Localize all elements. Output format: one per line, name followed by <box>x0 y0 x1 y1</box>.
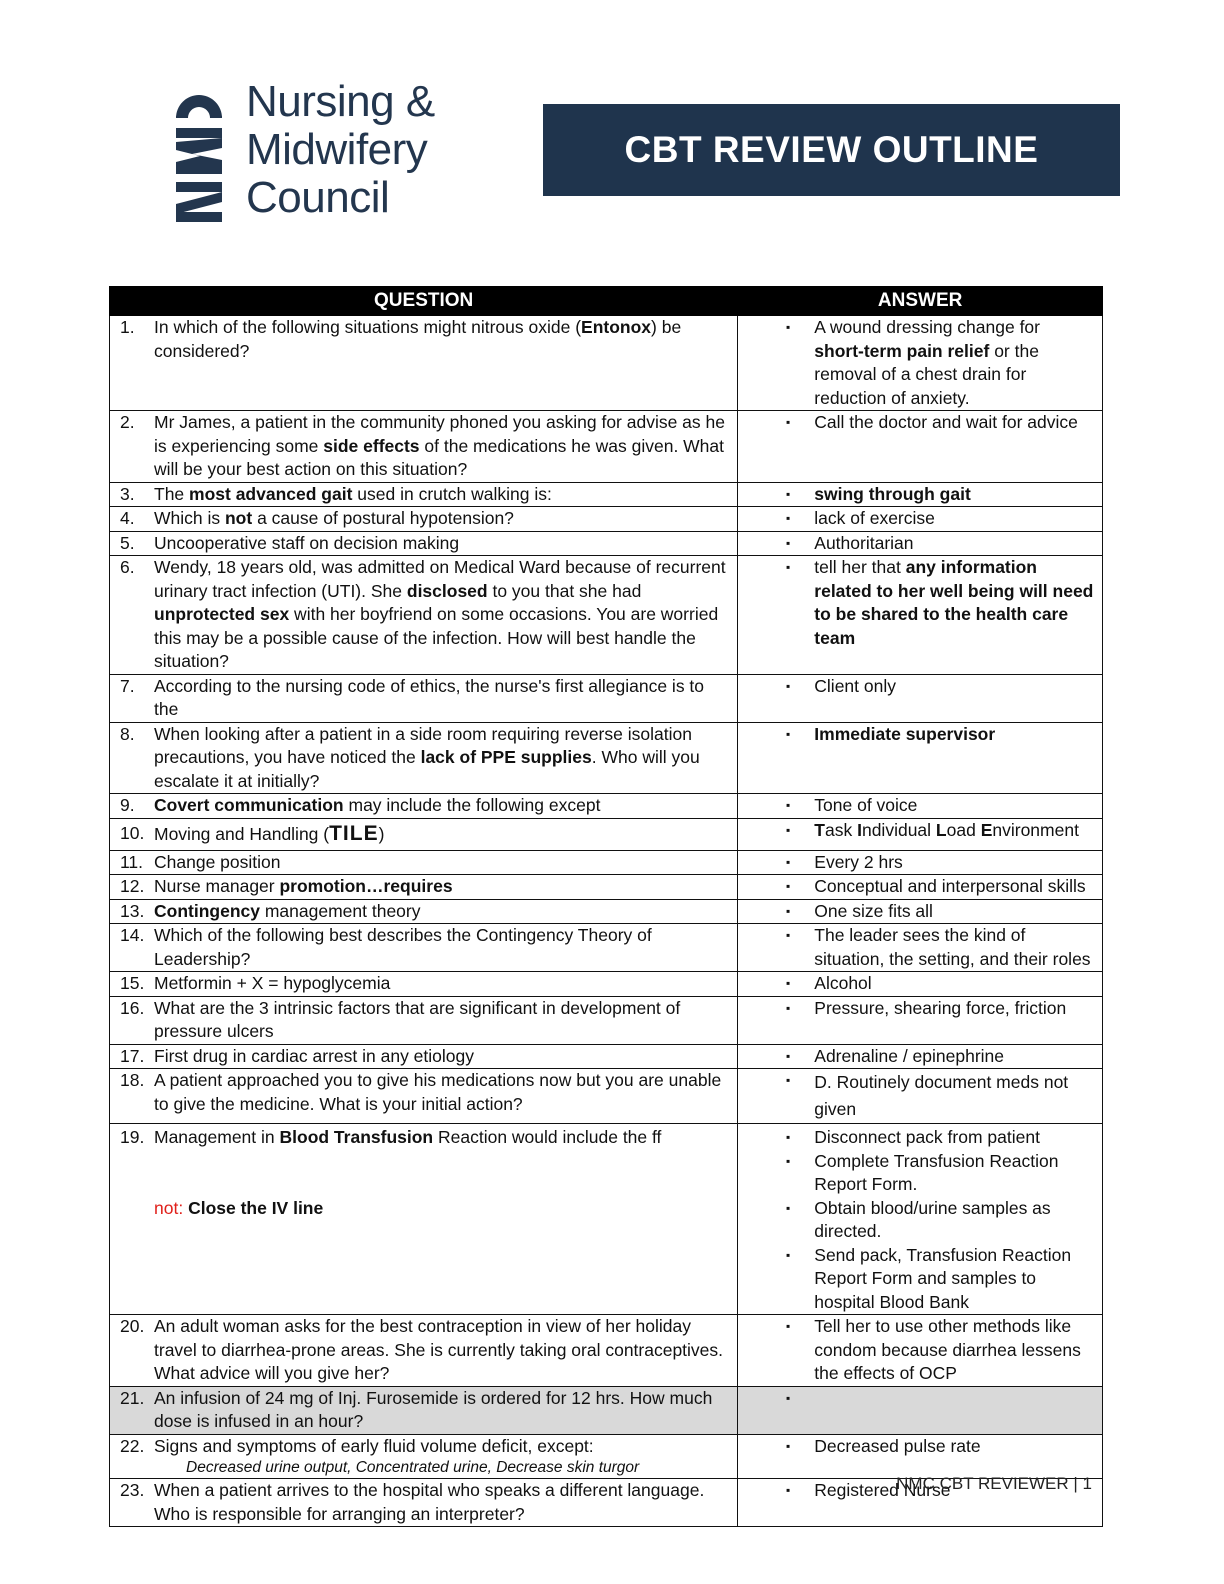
bullet-icon: ▪ <box>786 486 791 501</box>
answer-text: A wound dressing change for short-term pain relief or the removal of a chest drain for reduction of anxiety. <box>814 317 1040 408</box>
question-text: Management in Blood Transfusion Reaction would include the ff not: Close the IV line <box>154 1127 662 1218</box>
row-number: 12. <box>120 876 145 896</box>
not-label: not: <box>154 1197 189 1218</box>
question-text: Covert communication may include the following except <box>154 795 601 815</box>
bullet-icon: ▪ <box>786 320 791 334</box>
question-text: When a patient arrives to the hospital who speaks a different language. Who is responsible for arranging an interpreter? <box>154 1480 705 1524</box>
page-footer: NMC CBT REVIEWER | 1 <box>896 1474 1092 1493</box>
row-number: 4. <box>120 508 135 528</box>
row-number: 2. <box>120 412 135 432</box>
question-cell <box>110 1479 738 1527</box>
question-cell <box>110 482 738 507</box>
row-number: 3. <box>120 483 135 504</box>
question-subtext: Decreased urine output, Concentrated urine, Decrease skin turgor <box>186 1459 640 1476</box>
answer-cell <box>738 556 1103 675</box>
row-number: 1. <box>120 317 135 337</box>
row-number: 18. <box>120 1070 145 1090</box>
question-text: What are the 3 intrinsic factors that are significant in development of pressure ulcers <box>154 997 681 1041</box>
table-row <box>110 1124 1103 1315</box>
question-cell <box>110 1069 738 1124</box>
bullet-icon: ▪ <box>786 1483 791 1497</box>
bullet-icon: ▪ <box>786 976 791 990</box>
question-text: Metformin + X = hypoglycemia <box>154 973 391 993</box>
table-row <box>110 1069 1103 1124</box>
bullet-icon: ▪ <box>786 535 791 550</box>
question-text: The most advanced gait used in crutch walking is: <box>154 483 552 504</box>
table-row <box>110 1315 1103 1387</box>
table-row <box>110 1044 1103 1069</box>
question-cell <box>110 316 738 411</box>
question-text: An infusion of 24 mg of Inj. Furosemide is ordered for 12 hrs. How much dose is infused in an hour? <box>154 1387 713 1431</box>
question-cell <box>110 924 738 972</box>
answer-cell <box>738 972 1103 997</box>
bullet-icon: ▪ <box>786 903 791 918</box>
bullet-icon: ▪ <box>786 678 791 693</box>
question-cell <box>110 674 738 722</box>
answer-text: Tone of voice <box>814 795 918 815</box>
bullet-icon: ▪ <box>786 1000 791 1015</box>
bullet-icon: ▪ <box>786 726 791 741</box>
question-text: Change position <box>154 851 281 872</box>
logo-line-3: Council <box>246 173 390 222</box>
logo-line-1: Nursing & <box>246 77 435 126</box>
answer-cell <box>738 316 1103 411</box>
row-number: 8. <box>120 723 135 744</box>
question-cell <box>110 531 738 556</box>
answer-text: Authoritarian <box>814 532 914 553</box>
question-text: Mr James, a patient in the community phoned you asking for advise as he is experiencing some side effects of the medications he was given. What will be your best action on this situation? <box>154 412 725 479</box>
logo-wordmark <box>246 78 435 222</box>
answer-text: D. Routinely document meds not given <box>814 1072 1069 1119</box>
answer-cell <box>738 1044 1103 1069</box>
answer-text: Client only <box>814 675 896 696</box>
answer-cell <box>738 674 1103 722</box>
answer-text: Tell her to use other methods like condom because diarrhea lessens the effects of OCP <box>814 1316 1081 1383</box>
answer-cell <box>738 411 1103 483</box>
question-text: Signs and symptoms of early fluid volume deficit, except: Decreased urine output, Concentrated urine, Decrease skin turgor <box>154 1435 731 1479</box>
bullet-icon: ▪ <box>786 511 791 525</box>
table-row <box>110 794 1103 819</box>
answer-cell <box>738 996 1103 1044</box>
bullet-icon: ▪ <box>786 928 791 942</box>
row-number: 6. <box>120 557 135 577</box>
row-number: 16. <box>120 997 145 1018</box>
answer-cell <box>738 1124 1103 1315</box>
answer-cell <box>738 818 1103 850</box>
answer-text: Decreased pulse rate <box>814 1435 981 1456</box>
answer-cell <box>738 1069 1103 1124</box>
bullet-icon: ▪ <box>786 1073 791 1087</box>
row-number: 13. <box>120 900 145 921</box>
answer-cell <box>738 794 1103 819</box>
table-row <box>110 850 1103 875</box>
table-row <box>110 411 1103 483</box>
review-table <box>109 286 1103 1527</box>
table-row <box>110 722 1103 794</box>
row-number: 5. <box>120 532 135 553</box>
row-number: 22. <box>120 1435 145 1456</box>
question-cell <box>110 899 738 924</box>
table-row <box>110 875 1103 900</box>
answer-cell <box>738 1434 1103 1479</box>
bullet-icon: ▪ <box>786 1200 791 1215</box>
bullet-icon: ▪ <box>786 1438 791 1453</box>
table-row <box>110 316 1103 411</box>
page-title-banner <box>543 104 1120 196</box>
answer-text: Adrenaline / epinephrine <box>814 1045 1005 1066</box>
answer-cell <box>738 1315 1103 1387</box>
row-number: 20. <box>120 1316 145 1336</box>
answer-cell <box>738 924 1103 972</box>
answer-text: The leader sees the kind of situation, the setting, and their roles <box>814 925 1091 969</box>
table-row <box>110 924 1103 972</box>
table-row <box>110 996 1103 1044</box>
row-number: 14. <box>120 925 145 945</box>
bullet-icon: ▪ <box>786 560 791 574</box>
answer-cell <box>738 875 1103 900</box>
bullet-icon: ▪ <box>786 879 791 893</box>
question-cell <box>110 972 738 997</box>
answer-text: Immediate supervisor <box>814 723 996 744</box>
answer-cell <box>738 899 1103 924</box>
table-row <box>110 556 1103 675</box>
row-number: 17. <box>120 1045 145 1066</box>
bullet-icon: ▪ <box>786 1153 791 1168</box>
bullet-icon: ▪ <box>786 1130 791 1144</box>
row-number: 10. <box>120 822 145 843</box>
question-cell <box>110 996 738 1044</box>
answer-text <box>814 1387 1094 1411</box>
question-text: Moving and Handling (TILE) <box>154 821 385 845</box>
table-row <box>110 899 1103 924</box>
answer-text: Registered Nurse <box>814 1480 951 1500</box>
answer-text: Task Individual Load Environment <box>814 819 1079 840</box>
question-text: When looking after a patient in a side room requiring reverse isolation precautions, you have noticed the lack of PPE supplies. Who will you escalate it at initially? <box>154 723 700 791</box>
answer-text: Conceptual and interpersonal skills <box>814 876 1086 896</box>
row-number: 23. <box>120 1480 145 1500</box>
row-number: 19. <box>120 1127 145 1147</box>
nmc-logo <box>170 78 470 228</box>
answer-text: swing through gait <box>814 483 971 504</box>
question-text: In which of the following situations might nitrous oxide (Entonox) be considered? <box>154 317 682 361</box>
answer-text: Pressure, shearing force, friction <box>814 997 1067 1018</box>
answer-cell <box>738 507 1103 532</box>
question-cell <box>110 1044 738 1069</box>
answer-cell <box>738 850 1103 875</box>
table-row <box>110 972 1103 997</box>
nmc-logo-mark-icon <box>170 82 228 222</box>
bullet-icon: ▪ <box>786 1390 791 1405</box>
col-answer-header: ANSWER <box>738 287 1103 316</box>
answer-text: Call the doctor and wait for advice <box>814 412 1078 432</box>
table-row <box>110 531 1103 556</box>
question-text: According to the nursing code of ethics, the nurse's first allegiance is to the <box>154 675 705 719</box>
question-text: Wendy, 18 years old, was admitted on Medical Ward because of recurrent urinary tract infection (UTI). She disclosed to you that she had unprotected sex with her boyfriend on some occasions. You are worried this may be a possible cause of the infection. How will best handle the situation? <box>154 557 726 671</box>
question-text: Uncooperative staff on decision making <box>154 532 460 553</box>
question-cell <box>110 1124 738 1315</box>
question-text: Which of the following best describes the Contingency Theory of Leadership? <box>154 925 652 969</box>
question-cell <box>110 556 738 675</box>
row-number: 9. <box>120 795 135 815</box>
table-row <box>110 482 1103 507</box>
question-cell <box>110 1315 738 1387</box>
bullet-icon: ▪ <box>786 415 791 429</box>
question-cell <box>110 794 738 819</box>
row-number: 11. <box>120 851 144 872</box>
question-text: A patient approached you to give his medications now but you are unable to give the medicine. What is your initial action? <box>154 1070 722 1114</box>
bullet-icon: ▪ <box>786 1247 791 1262</box>
question-text: An adult woman asks for the best contraception in view of her holiday travel to diarrhea-prone areas. She is currently taking oral contraceptives. What advice will you give her? <box>154 1316 724 1383</box>
logo-line-2: Midwifery <box>246 125 428 174</box>
list-item: ▪ Obtain blood/urine samples as directed. <box>738 1197 1094 1244</box>
question-cell <box>110 507 738 532</box>
table-row <box>110 1386 1103 1434</box>
question-text: Which is not a cause of postural hypotension? <box>154 508 514 528</box>
answer-cell <box>738 722 1103 794</box>
question-cell <box>110 1386 738 1434</box>
question-cell <box>110 875 738 900</box>
question-text: First drug in cardiac arrest in any etiology <box>154 1045 474 1066</box>
question-text: Nurse manager promotion…requires <box>154 876 453 896</box>
list-item: ▪ Complete Transfusion Reaction Report Form. <box>738 1150 1094 1197</box>
answer-cell <box>738 531 1103 556</box>
bullet-icon: ▪ <box>786 1048 791 1063</box>
question-cell <box>110 1434 738 1479</box>
table-row <box>110 674 1103 722</box>
answer-cell <box>738 482 1103 507</box>
question-text: Contingency management theory <box>154 900 421 921</box>
question-cell <box>110 850 738 875</box>
question-cell <box>110 722 738 794</box>
answer-text: Alcohol <box>814 973 872 993</box>
bullet-icon: ▪ <box>786 822 791 837</box>
answer-text: One size fits all <box>814 900 933 921</box>
table-row <box>110 1434 1103 1479</box>
not-text: Close the IV line <box>188 1197 324 1218</box>
table-header-row <box>110 287 1103 316</box>
list-item: ▪ Disconnect pack from patient <box>738 1126 1094 1150</box>
row-number: 21. <box>120 1387 145 1408</box>
question-cell <box>110 818 738 850</box>
list-item: ▪ Send pack, Transfusion Reaction Report Form and samples to hospital Blood Bank <box>738 1244 1094 1315</box>
table-row <box>110 507 1103 532</box>
answer-text: lack of exercise <box>814 508 935 528</box>
table-row <box>110 818 1103 850</box>
answer-text: tell her that any information related to her well being will need to be shared to the health care team <box>814 557 1094 648</box>
bullet-icon: ▪ <box>786 1319 791 1333</box>
question-cell <box>110 411 738 483</box>
col-question-header: QUESTION <box>110 287 738 316</box>
row-number: 7. <box>120 675 135 696</box>
row-number: 15. <box>120 973 145 993</box>
answer-text: Every 2 hrs <box>814 851 903 872</box>
page-title: CBT REVIEW OUTLINE <box>624 129 1039 170</box>
answer-cell <box>738 1386 1103 1434</box>
bullet-icon: ▪ <box>786 854 791 869</box>
bullet-icon: ▪ <box>786 798 791 812</box>
